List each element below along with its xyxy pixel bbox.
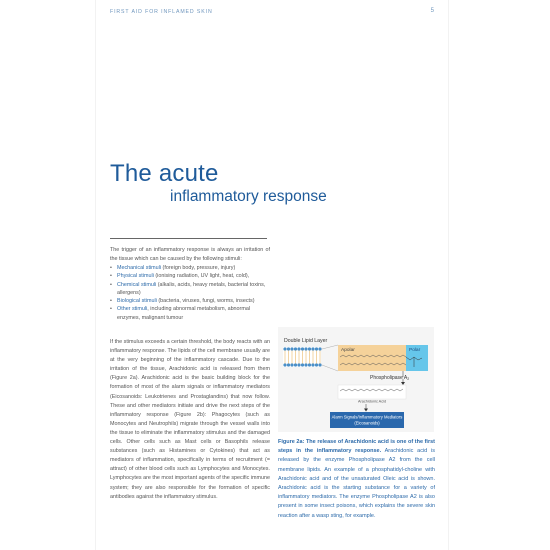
caption-heading: Figure 2a: The release of Arachidonic acid is one of the first steps in the inflammatory response. xyxy=(278,439,435,455)
lipid-bilayer-illustration xyxy=(283,347,322,367)
list-item xyxy=(110,281,270,298)
list-item xyxy=(110,272,270,280)
caption-text: Arachidonic acid is released by the enzyme Phospholipase A2 from the cell membrane lipids. An example of a phosphatidyl-choline with Arachidonic acid and of the unsaturated Oleic acid is shown. Arachidonic acid is the starting substance for a variety of inflammatory mediators. The enzyme Phospholipase A2 is also present in some insect poisons, which explains the severe skin reaction after a wasp sting, for example. xyxy=(278,448,435,519)
figure-diagram xyxy=(278,327,434,432)
arrow-down-icon xyxy=(364,409,368,412)
stimulus-detail: (foreign body, pressure, injury) xyxy=(161,265,236,271)
apolar-label: Apolar xyxy=(341,348,355,353)
stimulus-detail: (alkalis, acids, heavy metals, bacterial toxins, allergens) xyxy=(117,281,266,296)
body-paragraph: If the stimulus exceeds a certain threshold, the body reacts with an inflammatory response. The lipids of the cell membrane usually are at the very beginning of the inflammatory cascade. Due to the irritation of the tissue, Arachidonic acid is released from them (Figure 2a). Arachidonic acid is the basic building block for the formation of most of the alarm signals or inflammatory mediators (Eicosanoids: Leukotrienes and Prostaglandins) that now follow. These and other mediators initiate and drive the next steps of the inflammatory response (Figure 2b): Phagocytes (such as Monocytes and Neutrophils) migrate through the vessel walls into the tissue to eliminate the inflammatory stimulus and the damaged cells. Other cells such as Mast cells or Basophils release substances (such as Histamines or Cytokines) that act as mediators of inflammation, specifically in terms of recruitment (= attract) of other blood cells such as Lymphocytes and Monocytes. Lymphocytes are the most important agents of the specific immune system; they are also responsible for the formation of specific antibodies against the inflammatory stimulus. xyxy=(110,339,270,500)
stimulus-name: Physical stimuli xyxy=(117,273,154,280)
chapter-subtitle: inflammatory response xyxy=(170,188,327,205)
document-page xyxy=(96,0,448,550)
enzyme-label: Phospholipase $A_2$ xyxy=(370,375,410,381)
figure-caption xyxy=(278,438,435,521)
arrow-down-icon xyxy=(401,382,405,385)
list-item xyxy=(110,305,270,322)
intro-paragraph: The trigger of an inflammatory response is always an irritation of the tissue which can be caused by the following stimuli: xyxy=(110,247,270,263)
page-number: 5 xyxy=(430,8,434,14)
acid-label: Arachidonic Acid xyxy=(358,399,387,404)
list-item xyxy=(110,297,270,305)
mediators-line2: (Eicosanoids) xyxy=(354,420,380,426)
stimulus-detail: , including abnormal metabolism, abnormal enzymes, malignant tumour xyxy=(117,306,251,321)
stimulus-name: Other stimuli xyxy=(117,306,148,313)
section-divider xyxy=(110,238,267,239)
chapter-title: The acute xyxy=(110,160,219,187)
acid-box xyxy=(338,385,406,399)
mediators-line1: Alarm Signals/Inflammatory Mediators xyxy=(331,414,403,420)
polar-label: Polar xyxy=(409,348,421,353)
stimulus-name: Mechanical stimuli xyxy=(117,265,162,271)
figure-2a xyxy=(278,327,434,432)
stimulus-name: Biological stimuli xyxy=(117,298,157,305)
stimulus-name: Chemical stimuli xyxy=(117,281,157,288)
stimuli-list xyxy=(110,264,270,322)
stimulus-detail: (ionising radiation, UV light, heat, cold), xyxy=(153,273,250,280)
lipid-layer-label: Double Lipid Layer xyxy=(284,338,328,344)
stimulus-detail: (bacteria, viruses, fungi, worms, insects) xyxy=(156,298,255,305)
list-item xyxy=(110,264,270,272)
running-head: FIRST AID FOR INFLAMED SKIN xyxy=(110,9,213,15)
